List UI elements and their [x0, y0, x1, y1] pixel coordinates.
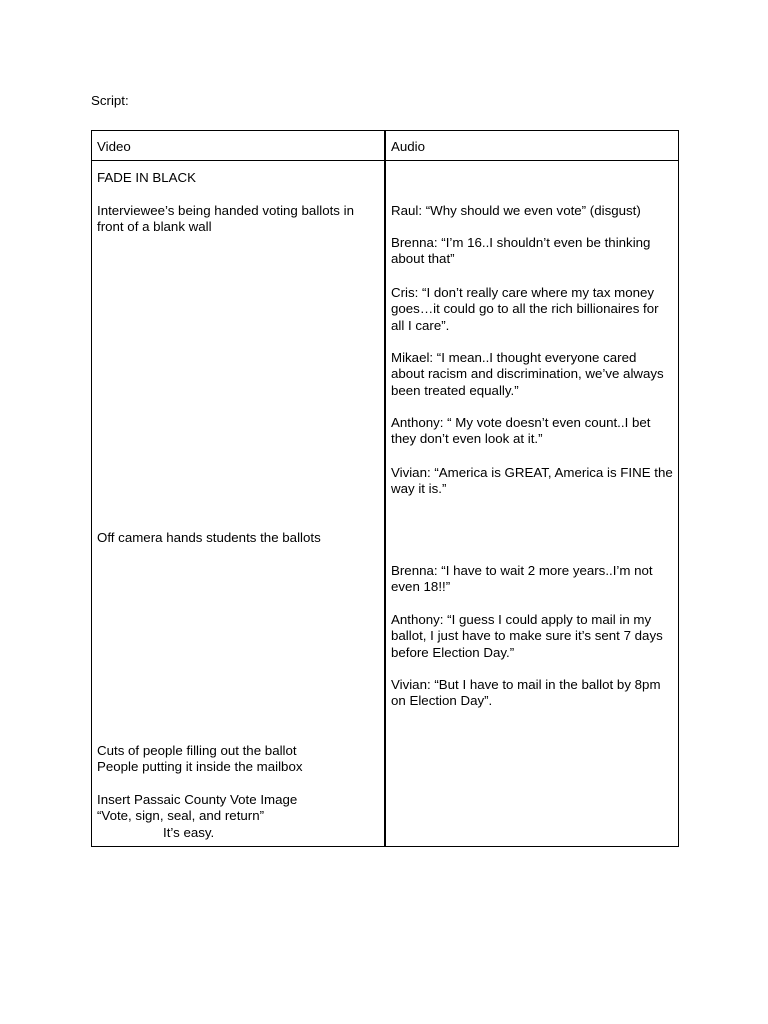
video-column-header: Video [97, 139, 131, 154]
video-cue-off-camera: Off camera hands students the ballots [97, 530, 321, 545]
audio-line-raul: Raul: “Why should we even vote” (disgust) [391, 203, 641, 218]
audio-line-mikael: Mikael: “I mean..I thought everyone cared about racism and discrimination, we’ve always been treated equally.” [391, 350, 664, 398]
audio-line-brenna-2: Brenna: “I have to wait 2 more years..I’m not even 18!!” [391, 563, 653, 595]
audio-line-cris: Cris: “I don’t really care where my tax money goes…it could go to all the rich billionaires for all I care”. [391, 285, 659, 333]
video-cue-filling-ballot: Cuts of people filling out the ballot People putting it inside the mailbox [97, 743, 303, 775]
script-heading: Script: [91, 93, 129, 108]
audio-line-vivian-1: Vivian: “America is GREAT, America is FINE the way it is.” [391, 465, 673, 497]
audio-line-anthony-1: Anthony: “ My vote doesn’t even count..I bet they don’t even look at it.” [391, 415, 651, 447]
video-cue-ballots-handed: Interviewee’s being handed voting ballots in front of a blank wall [97, 203, 355, 235]
audio-line-vivian-2: Vivian: “But I have to mail in the ballot by 8pm on Election Day”. [391, 677, 661, 709]
column-divider [384, 130, 386, 847]
audio-line-brenna-1: Brenna: “I’m 16..I shouldn’t even be thinking about that” [391, 235, 651, 267]
video-cue-its-easy: It’s easy. [163, 825, 215, 840]
script-table [91, 130, 679, 847]
video-cue-vote-image: Insert Passaic County Vote Image “Vote, sign, seal, and return” [97, 792, 298, 824]
audio-line-anthony-2: Anthony: “I guess I could apply to mail in my ballot, I just have to make sure it’s sent 7 days before Election Day.” [391, 612, 663, 660]
header-divider [92, 160, 678, 161]
audio-column-header: Audio [391, 139, 426, 154]
video-cue-fade-in: FADE IN BLACK [97, 170, 197, 185]
